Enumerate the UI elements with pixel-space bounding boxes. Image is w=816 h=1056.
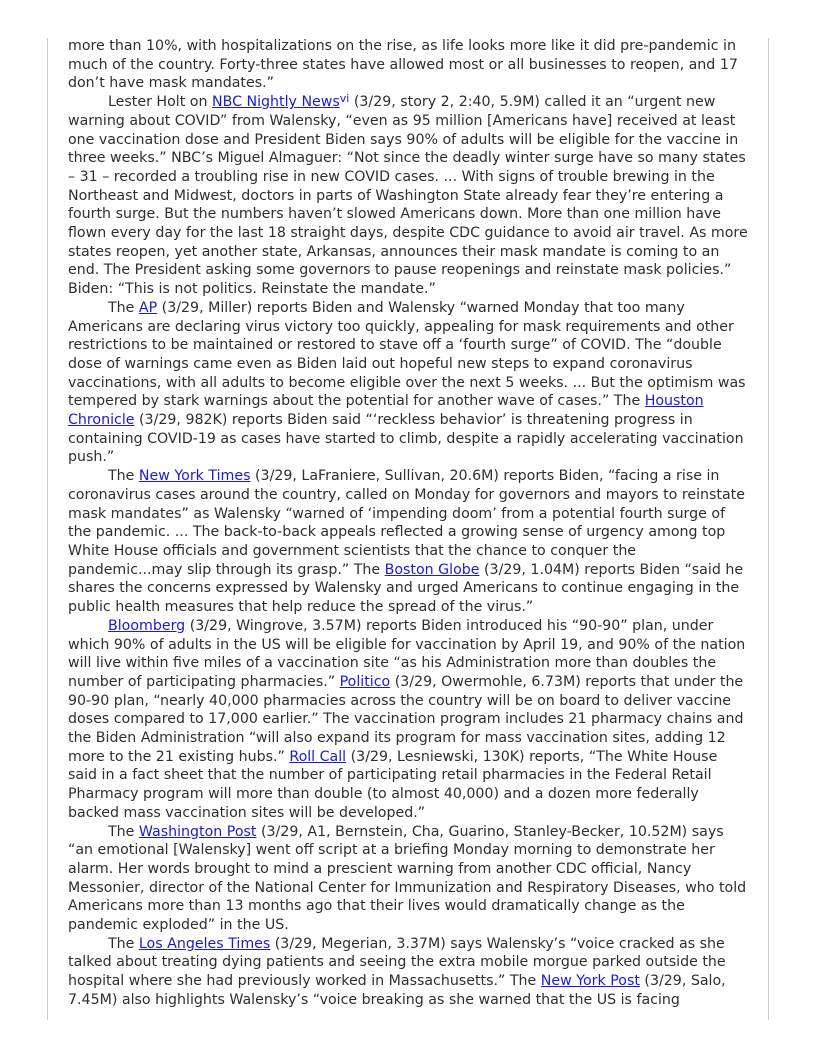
text-run: (3/29, story 2, 2:40, 5.9M) called it an “urgent new warning about COVID” from Walensky, “even as 95 million [Americans have] received at least one vaccination dose and President Biden says 90% of adults will be eligible for the vaccine in three weeks.” NBC’s Miguel Almaguer: “Not since the deadly winter surge have so many states – 31 – recorded a troubling rise in new COVID cases. ... With signs of trouble brewing in the Northeast and Midwest, doctors in parts of Washington State already fear they’re entering a fourth surge. But the numbers haven’t slowed Americans down. More than one million have flown every day for the last 18 straight days, despite CDC guidance to avoid air travel. As more states reopen, yet another state, Arkansas, announces their mask mandate is coming to an end. The President asking some governors to pause reopenings and reinstate mask policies.” Biden: “This is not politics. Reinstate the mandate.” [68, 94, 748, 298]
article-body [68, 37, 748, 1010]
footnote-marker[interactable]: vi [339, 92, 350, 106]
source-link[interactable]: Los Angeles Times [138, 935, 271, 952]
paragraph [68, 617, 748, 823]
paragraph [68, 467, 748, 617]
text-run: (3/29, Owermohle, 6.73M) reports that under the 90-90 plan, “nearly 40,000 pharmacies across the country will be on board to deliver vaccine doses compared to 17,000 earlier.” The vaccination program includes 21 pharmacy chains and the Biden Administration “will also expand its program for mass vaccination sites, adding 12 more to the 21 existing hubs.” [68, 673, 744, 765]
source-link[interactable]: Bloomberg [108, 617, 186, 634]
source-link[interactable]: Boston Globe [384, 561, 480, 578]
text-run: (3/29, Salo, 7.45M) also highlights Walensky’s “voice breaking as she warned that the US is facing [68, 973, 726, 1008]
text-run: (3/29, LaFraniere, Sullivan, 20.6M) reports Biden, “facing a rise in coronavirus cases around the country, called on Monday for governors and mayors to reinstate mask mandates” as Walensky “warned of ‘impending doom’ from a potential fourth surge of the pandemic. ... The back-to-back appeals reflected a growing sense of urgency among top White House officials and government scientists that the chance to conquer the pandemic...may slip through its grasp.” The [68, 468, 745, 578]
text-run: (3/29, 982K) reports Biden said “‘reckless behavior’ is threatening progress in containing COVID-19 as cases have started to climb, despite a rapidly accelerating vaccination push.” [68, 412, 744, 466]
text-run: (3/29, 1.04M) reports Biden “said he shares the concerns expressed by Walensky and urged Americans to continue engaging in the public health measures that help reduce the spread of the virus.” [68, 561, 744, 616]
source-link[interactable]: AP [138, 299, 158, 316]
paragraph [68, 299, 748, 467]
text-run: The [108, 935, 139, 952]
source-link[interactable]: Washington Post [138, 823, 257, 840]
paragraph [68, 823, 748, 935]
paragraph [68, 935, 748, 1010]
text-run: (3/29, Miller) reports Biden and Walensky “warned Monday that too many Americans are declaring virus victory too quickly, appealing for mask requirements and other restrictions to be maintained or restored to stave off a ‘fourth surge” of COVID. The “double dose of warnings came even as Biden laid out hopeful new steps to expand coronavirus vaccinations, with all adults to become eligible over the next 5 weeks. ... But the optimism was tempered by stark warnings about the potential for another wave of cases.” The [68, 299, 746, 410]
right-margin-rule [768, 38, 769, 1020]
text-run: Lester Holt on [108, 94, 212, 111]
left-margin-rule [47, 38, 48, 1020]
text-run: The [108, 299, 139, 316]
source-link[interactable]: NBC Nightly News [211, 94, 340, 111]
text-run: (3/29, Megerian, 3.37M) says Walensky’s “voice cracked as she talked about treating dying patients and seeing the extra mobile morgue parked outside the hospital where she had previously worked in Massachusetts.” The [68, 935, 726, 990]
text-run: (3/29, Lesniewski, 130K) reports, “The White House said in a fact sheet that the number of participating retail pharmacies in the Federal Retail Pharmacy program will more than double (to almost 40,000) and a dozen more federally backed mass vaccination sites will be developed.” [68, 748, 718, 821]
source-link[interactable]: Roll Call [289, 748, 347, 765]
text-run: more than 10%, with hospitalizations on the rise, as life looks more like it did pre-pandemic in much of the country. Forty-three states have allowed most or all businesses to reopen, and 17 don’t have mask mandates.” [68, 38, 738, 92]
source-link[interactable]: New York Post [540, 973, 640, 990]
source-link[interactable]: New York Times [138, 468, 251, 485]
text-run: The [108, 468, 139, 485]
paragraph [68, 37, 748, 93]
paragraph [68, 93, 748, 299]
source-link[interactable]: Houston Chronicle [68, 393, 704, 429]
text-run: (3/29, Wingrove, 3.57M) reports Biden introduced his “90-90” plan, under which 90% of adults in the US will be eligible for vaccination by April 19, and 90% of the nation will live within five miles of a vaccination site “as his Administration more than doubles the number of participating pharmacies.” [68, 617, 746, 690]
text-run: (3/29, A1, Bernstein, Cha, Guarino, Stanley-Becker, 10.52M) says “an emotional [Walensky] went off script at a briefing Monday morning to demonstrate her alarm. Her words brought to mind a prescient warning from another CDC official, Nancy Messonier, director of the National Center for Immunization and Respiratory Diseases, who told Americans more than 13 months ago that their lives would dramatically change as the pandemic exploded” in the US. [68, 823, 747, 934]
source-link[interactable]: Politico [339, 673, 391, 690]
text-run: The [108, 823, 139, 840]
